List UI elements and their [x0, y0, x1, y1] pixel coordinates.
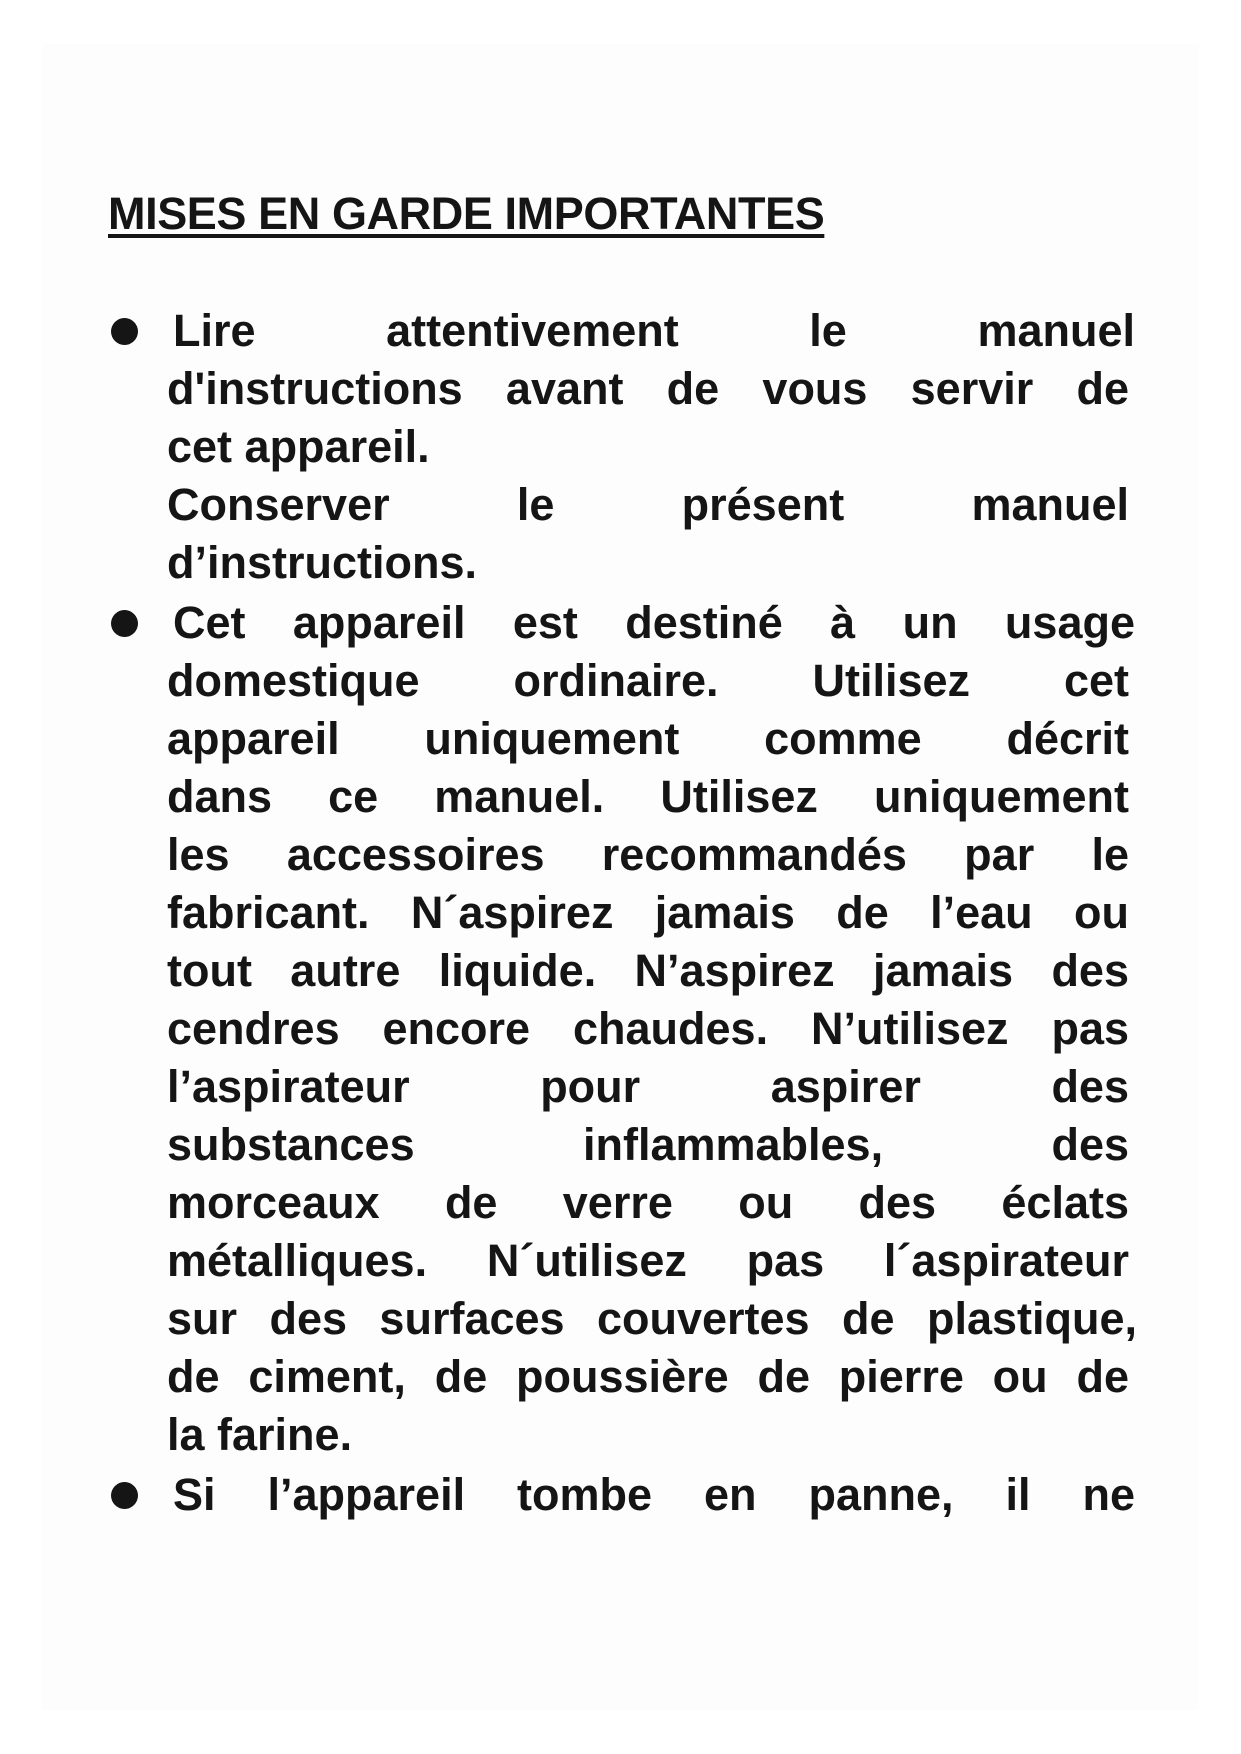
warning-line: appareil uniquement comme décrit: [167, 713, 1129, 764]
warning-line: Conserver le présent manuel: [167, 479, 1129, 530]
warning-line: Cet appareil est destiné à un usage: [173, 597, 1135, 648]
warning-line: Si l’appareil tombe en panne, il ne: [173, 1469, 1135, 1520]
bullet-icon: [111, 318, 138, 345]
warning-line: morceaux de verre ou des éclats: [167, 1177, 1129, 1228]
warning-line: la farine.: [167, 1409, 353, 1460]
warning-line: dans ce manuel. Utilisez uniquement: [167, 771, 1129, 822]
warning-line: métalliques. N´utilisez pas l´aspirateur: [167, 1235, 1129, 1286]
warning-line: cet appareil.: [167, 421, 430, 472]
warning-line: domestique ordinaire. Utilisez cet: [167, 655, 1129, 706]
warning-line: cendres encore chaudes. N’utilisez pas: [167, 1003, 1129, 1054]
bullet-icon: [111, 1482, 138, 1509]
warning-line: fabricant. N´aspirez jamais de l’eau ou: [167, 887, 1129, 938]
warning-line: d'instructions avant de vous servir de: [167, 363, 1129, 414]
bullet-icon: [111, 610, 138, 637]
warning-line: d’instructions.: [167, 537, 478, 588]
warning-line: l’aspirateur pour aspirer des: [167, 1061, 1129, 1112]
warning-line: sur des surfaces couvertes de plastique,: [167, 1293, 1137, 1344]
warning-line: substances inflammables, des: [167, 1119, 1129, 1170]
warning-line: de ciment, de poussière de pierre ou de: [167, 1351, 1129, 1402]
page-title: MISES EN GARDE IMPORTANTES: [108, 188, 825, 239]
warning-line: les accessoires recommandés par le: [167, 829, 1129, 880]
warning-line: tout autre liquide. N’aspirez jamais des: [167, 945, 1129, 996]
warning-line: Lire attentivement le manuel: [173, 305, 1135, 356]
